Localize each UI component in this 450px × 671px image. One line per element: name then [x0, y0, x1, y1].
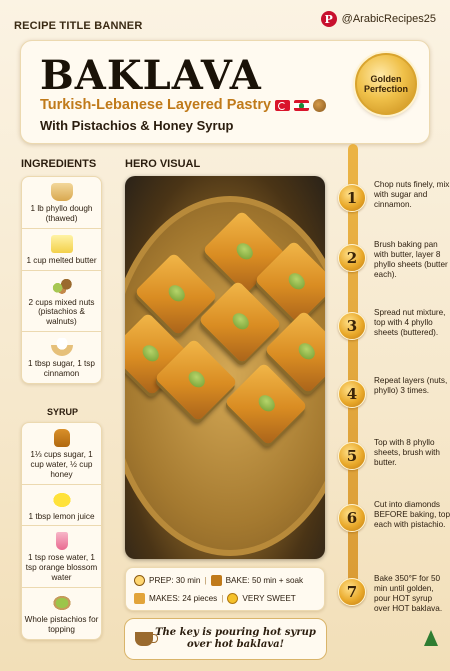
step-number-badge: 4 — [338, 380, 366, 408]
step-text: Spread nut mixture, top with 4 phyllo sheets (buttered). — [374, 308, 446, 337]
step-item — [338, 178, 450, 212]
step-text: Brush baking pan with butter, layer 8 phyllo sheets (butter each). — [374, 240, 448, 279]
bake-time: BAKE: 50 min + soak — [225, 576, 304, 585]
info-row-time — [134, 575, 303, 586]
tip-text — [153, 627, 326, 652]
step-item — [338, 374, 450, 408]
pinterest-icon: P — [321, 11, 337, 27]
info-row-yield — [134, 593, 296, 604]
syrup-item — [22, 485, 101, 527]
syrup-heading: SYRUP — [47, 407, 79, 417]
ingredient-item — [22, 332, 101, 383]
recipe-title: BAKLAVA — [40, 52, 262, 99]
step-text: Cut into diamonds BEFORE baking, top each with pistachio. — [374, 500, 450, 529]
recipe-info-box — [125, 567, 325, 611]
golden-perfection-seal — [355, 53, 417, 115]
step-number-badge: 5 — [338, 442, 366, 470]
hero-heading: HERO VISUAL — [125, 158, 201, 170]
step-item — [338, 572, 450, 613]
clock-icon — [134, 575, 145, 586]
phyllo-icon — [51, 183, 73, 201]
recipe-subtitle-2: With Pistachios & Honey Syrup — [40, 118, 234, 133]
step-text: Bake 350°F for 50 min until golden, pour HOT syrup over HOT baklava. — [374, 574, 443, 613]
syrup-text: 1 tbsp lemon juice — [28, 511, 95, 521]
walnut-icon — [313, 99, 326, 112]
syrup-text: Whole pistachios for topping — [24, 614, 99, 634]
sweetness-level: VERY SWEET — [242, 594, 296, 603]
step-number-badge: 6 — [338, 504, 366, 532]
tea-cup-icon — [135, 632, 153, 646]
syrup-item — [22, 526, 101, 588]
tip-line-1: The key is pouring hot syrup — [155, 626, 316, 638]
syrup-text: 1 tsp rose water, 1 tsp orange blossom water — [25, 553, 98, 583]
syrup-item — [22, 423, 101, 485]
separator: | — [221, 594, 224, 603]
section-label-banner: RECIPE TITLE BANNER — [14, 20, 143, 32]
rose-water-icon — [56, 532, 68, 550]
subtitle-text: Turkish-Lebanese Layered Pastry — [40, 97, 272, 113]
recipe-subtitle — [40, 97, 326, 113]
tip-line-2: over hot baklava! — [187, 639, 284, 650]
step-item — [338, 436, 450, 470]
prep-time: PREP: 30 min — [149, 576, 201, 585]
step-item — [338, 498, 450, 532]
step-item — [338, 306, 450, 340]
cedar-tree-icon — [424, 630, 438, 646]
ingredient-text: 2 cups mixed nuts (pistachios & walnuts) — [28, 297, 95, 327]
turkey-flag-icon — [275, 100, 290, 111]
sugar-bowl-icon — [51, 338, 73, 356]
syrup-item — [22, 588, 101, 639]
step-text: Top with 8 phyllo sheets, brush with butter. — [374, 438, 440, 467]
step-number-badge: 3 — [338, 312, 366, 340]
butter-icon — [51, 235, 73, 253]
ingredient-text: 1 tbsp sugar, 1 tsp cinnamon — [28, 359, 95, 378]
step-number-badge: 1 — [338, 184, 366, 212]
step-number-badge: 7 — [338, 578, 366, 606]
handle-text: @ArabicRecipes25 — [341, 13, 436, 25]
tray-icon — [134, 593, 145, 604]
ingredient-text: 1 cup melted butter — [26, 255, 97, 265]
honey-jar-icon — [54, 429, 70, 447]
nuts-icon — [51, 277, 73, 295]
lebanon-flag-icon — [294, 100, 309, 111]
step-item — [338, 238, 450, 279]
syrup-panel — [21, 422, 102, 640]
smiley-icon — [227, 593, 238, 604]
syrup-text: 1⅓ cups sugar, 1 cup water, ½ cup honey — [30, 450, 93, 479]
hero-baklava-image — [125, 176, 325, 559]
step-number-badge: 2 — [338, 244, 366, 272]
ingredient-item — [22, 177, 101, 229]
seal-text: Golden Perfection — [363, 73, 408, 94]
yield: MAKES: 24 pieces — [149, 594, 218, 603]
ingredient-text: 1 lb phyllo dough (thawed) — [30, 204, 93, 223]
ingredient-item — [22, 229, 101, 271]
ingredients-panel — [21, 176, 102, 384]
tip-box — [124, 618, 327, 660]
creator-handle[interactable] — [321, 11, 436, 27]
ingredients-heading: INGREDIENTS — [21, 158, 97, 170]
step-text: Chop nuts finely, mix with sugar and cinnamon. — [374, 180, 450, 209]
ingredient-item — [22, 271, 101, 333]
pistachio-icon — [51, 594, 73, 612]
lemon-icon — [51, 491, 73, 509]
step-text: Repeat layers (nuts, phyllo) 3 times. — [374, 376, 448, 395]
separator: | — [204, 576, 207, 585]
oven-icon — [211, 575, 222, 586]
